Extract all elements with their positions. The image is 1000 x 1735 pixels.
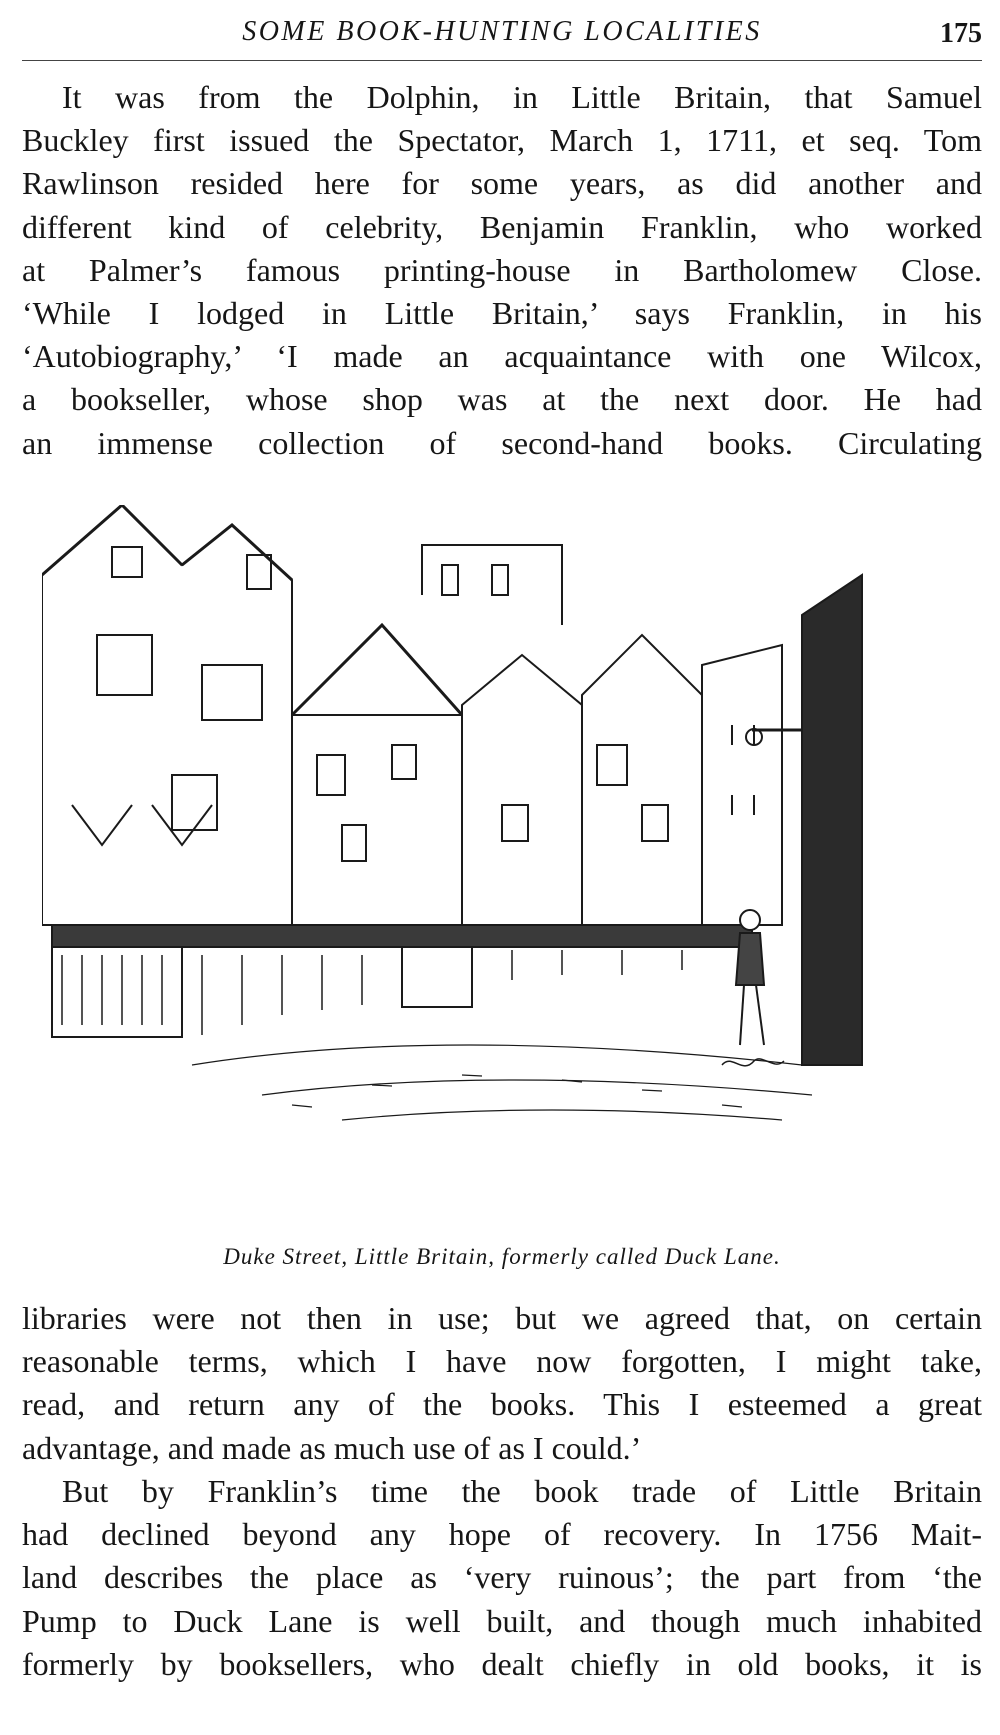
page-number: 175	[940, 18, 982, 49]
figure-caption: Duke Street, Little Britain, formerly called Duck Lane.	[223, 1244, 781, 1269]
text-line: libraries were not then in use; but we agreed that, on certain	[22, 1300, 982, 1336]
running-title: SOME BOOK-HUNTING LOCALITIES	[242, 16, 762, 47]
header-rule	[22, 60, 982, 61]
text-line: land describes the place as ‘very ruinous’; the part from ‘the	[22, 1559, 982, 1596]
text-line: formerly by booksellers, who dealt chiefly in old books, it is	[22, 1645, 982, 1682]
paragraph-3	[22, 1470, 982, 1686]
text-line: different kind of celebrity, Benjamin Franklin, who worked	[22, 208, 982, 245]
text-line: an immense collection of second-hand books. Circulating	[22, 424, 982, 461]
text-line: Rawlinson resided here for some years, as did another and	[22, 165, 982, 202]
text-line: a bookseller, whose shop was at the next door. He had	[22, 381, 982, 418]
text-line: Pump to Duck Lane is well built, and though much inhabited	[22, 1602, 982, 1639]
text-line: advantage, and made as much use of as I could.’	[22, 1429, 642, 1466]
text-line: Buckley first issued the Spectator, March 1, 1711, et seq. Tom	[22, 122, 982, 159]
street-engraving	[42, 505, 952, 1225]
running-head	[22, 10, 982, 54]
paragraph-1	[22, 76, 982, 465]
street-illustration	[42, 505, 952, 1225]
text-line: ‘Autobiography,’ ‘I made an acquaintance with one Wilcox,	[22, 338, 982, 375]
text-line: had declined beyond any hope of recovery. In 1756 Mait-	[22, 1516, 982, 1553]
text-line: reasonable terms, which I have now forgotten, I might take,	[22, 1343, 982, 1380]
text-line: read, and return any of the books. This I esteemed a great	[22, 1386, 982, 1423]
text-line: But by Franklin’s time the book trade of Little Britain	[62, 1473, 982, 1509]
text-line: It was from the Dolphin, in Little Britain, that Samuel	[62, 79, 982, 115]
paragraph-2	[22, 1297, 982, 1470]
text-line: ‘While I lodged in Little Britain,’ says Franklin, in his	[22, 294, 982, 331]
text-line: at Palmer’s famous printing-house in Bartholomew Close.	[22, 251, 982, 288]
